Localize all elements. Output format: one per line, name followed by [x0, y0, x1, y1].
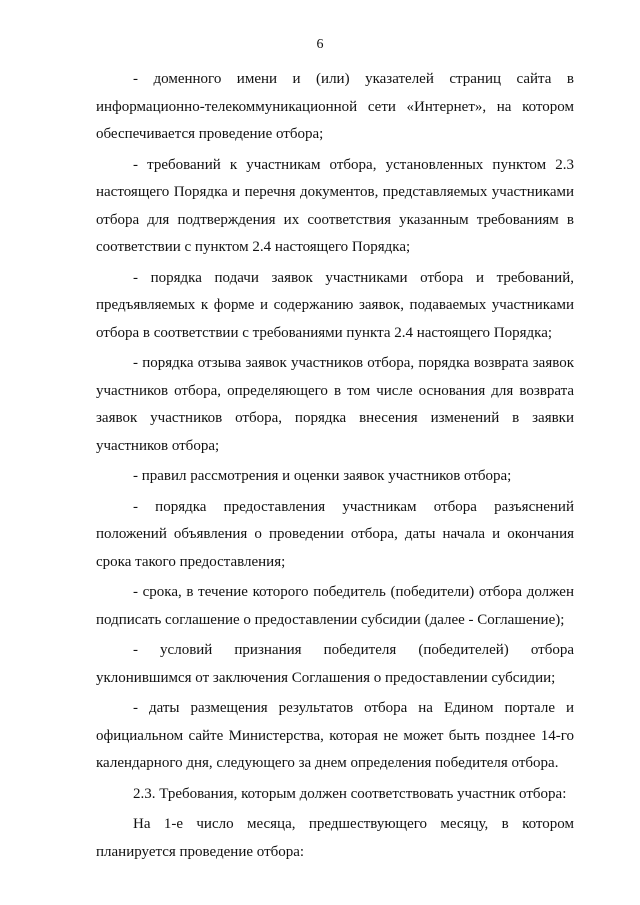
paragraph-clarifications: - порядка предоставления участникам отбора разъяснений положений объявления о проведении отбора, даты начала и окончания срока такого предоставления; [96, 498, 574, 570]
document-body [96, 66, 574, 869]
paragraph-participant-requirements: - требований к участникам отбора, установленных пунктом 2.3 настоящего Порядка и перечня документов, представляемых участниками отбора для подтверждения их соответствия указанным требованиям в соответствии с пунктом 2.4 настоящего Порядка; [96, 156, 574, 255]
page-number: 6 [316, 37, 324, 52]
paragraph-review-rules: - правил рассмотрения и оценки заявок участников отбора; [133, 468, 512, 484]
paragraph-application-withdrawal: - порядка отзыва заявок участников отбора, порядка возврата заявок участников отбора, определяющего в том числе основания для возврата заявок участников отбора, порядка внесения изменений в заявки участников отбора; [96, 355, 574, 454]
paragraph-first-day-of-month: На 1-е число месяца, предшествующего месяцу, в котором планируется проведение отбора: [96, 816, 574, 860]
paragraph-results-publication: - даты размещения результатов отбора на Едином портале и официальном сайте Министерства, которая не может быть позднее 14-го календарного дня, следующего за днем определения победителя отбора. [96, 700, 574, 771]
paragraph-agreement-deadline: - срока, в течение которого победитель (победители) отбора должен подписать соглашение о предоставлении субсидии (далее - Соглашение); [96, 584, 574, 628]
paragraph-application-submission: - порядка подачи заявок участниками отбора и требований, предъявляемых к форме и содержанию заявок, подаваемых участниками отбора в соответствии с требованиями пункта 2.4 настоящего Порядка; [96, 269, 574, 341]
section-heading-2-3: 2.3. Требования, которым должен соответствовать участник отбора: [133, 785, 567, 802]
paragraph-domain-name: - доменного имени и (или) указателей страниц сайта в информационно-телекоммуникационной сети «Интернет», на котором обеспечивается проведение отбора; [96, 71, 574, 142]
paragraph-evasion-conditions: - условий признания победителя (победителей) отбора уклонившимся от заключения Соглашения о предоставлении субсидии; [96, 642, 574, 686]
